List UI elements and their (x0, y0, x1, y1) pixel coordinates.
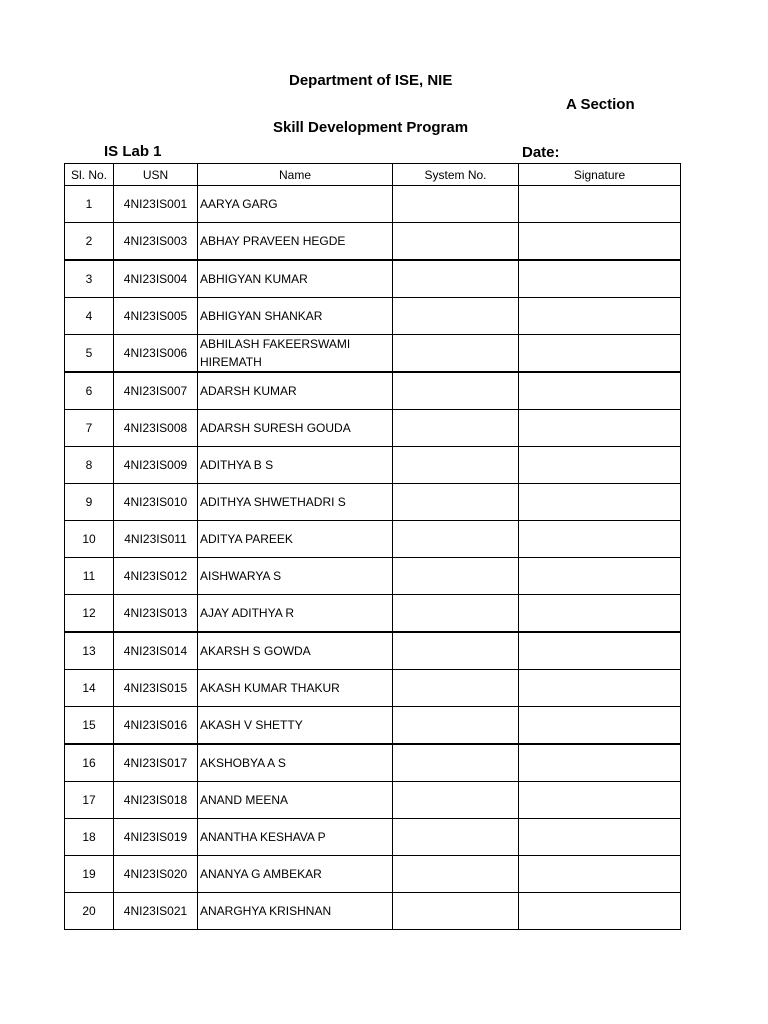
system-no-cell (393, 595, 519, 633)
sl-no-cell: 4 (65, 298, 114, 335)
signature-cell (519, 558, 681, 595)
system-no-cell (393, 372, 519, 410)
name-cell: ABHAY PRAVEEN HEGDE (198, 223, 393, 261)
sl-no-cell: 19 (65, 856, 114, 893)
name-cell: ADITHYA B S (198, 447, 393, 484)
table-row (65, 782, 681, 819)
name-cell: ANANYA G AMBEKAR (198, 856, 393, 893)
program-title: Skill Development Program (273, 119, 469, 136)
signature-cell (519, 595, 681, 633)
department-title: Department of ISE, NIE (289, 72, 453, 89)
signature-cell (519, 744, 681, 782)
name-cell: AISHWARYA S (198, 558, 393, 595)
table-row (65, 186, 681, 223)
usn-cell: 4NI23IS003 (114, 223, 198, 261)
sl-no-cell: 15 (65, 707, 114, 745)
date-label: Date: (522, 144, 560, 161)
system-no-cell (393, 856, 519, 893)
name-cell: AKASH KUMAR THAKUR (198, 670, 393, 707)
table-row (65, 632, 681, 670)
table-row (65, 856, 681, 893)
system-no-cell (393, 819, 519, 856)
table-row (65, 447, 681, 484)
usn-cell: 4NI23IS006 (114, 335, 198, 373)
column-header-name: Name (198, 164, 393, 186)
signature-cell (519, 707, 681, 745)
name-cell: AKASH V SHETTY (198, 707, 393, 745)
signature-cell (519, 372, 681, 410)
name-cell: ANARGHYA KRISHNAN (198, 893, 393, 930)
signature-cell (519, 670, 681, 707)
system-no-cell (393, 632, 519, 670)
name-cell: AARYA GARG (198, 186, 393, 223)
system-no-cell (393, 558, 519, 595)
signature-cell (519, 521, 681, 558)
usn-cell: 4NI23IS007 (114, 372, 198, 410)
table-row (65, 521, 681, 558)
system-no-cell (393, 410, 519, 447)
name-cell: AJAY ADITHYA R (198, 595, 393, 633)
name-cell: ANAND MEENA (198, 782, 393, 819)
name-cell: AKARSH S GOWDA (198, 632, 393, 670)
table-row (65, 335, 681, 373)
column-header-sl-no: Sl. No. (65, 164, 114, 186)
table-row (65, 484, 681, 521)
sl-no-cell: 5 (65, 335, 114, 373)
sl-no-cell: 6 (65, 372, 114, 410)
sl-no-cell: 17 (65, 782, 114, 819)
sl-no-cell: 10 (65, 521, 114, 558)
usn-cell: 4NI23IS018 (114, 782, 198, 819)
table-row (65, 744, 681, 782)
sl-no-cell: 12 (65, 595, 114, 633)
system-no-cell (393, 447, 519, 484)
name-cell: ADARSH KUMAR (198, 372, 393, 410)
signature-cell (519, 260, 681, 298)
section-label: A Section (566, 96, 635, 113)
usn-cell: 4NI23IS016 (114, 707, 198, 745)
sl-no-cell: 18 (65, 819, 114, 856)
usn-cell: 4NI23IS015 (114, 670, 198, 707)
name-cell: ADITYA PAREEK (198, 521, 393, 558)
table-row (65, 595, 681, 633)
usn-cell: 4NI23IS010 (114, 484, 198, 521)
column-header-usn: USN (114, 164, 198, 186)
system-no-cell (393, 223, 519, 261)
usn-cell: 4NI23IS017 (114, 744, 198, 782)
name-cell: ADARSH SURESH GOUDA (198, 410, 393, 447)
table-row (65, 558, 681, 595)
sl-no-cell: 1 (65, 186, 114, 223)
lab-label: IS Lab 1 (104, 143, 162, 160)
usn-cell: 4NI23IS005 (114, 298, 198, 335)
signature-cell (519, 298, 681, 335)
system-no-cell (393, 335, 519, 373)
sl-no-cell: 11 (65, 558, 114, 595)
usn-cell: 4NI23IS021 (114, 893, 198, 930)
name-cell: ADITHYA SHWETHADRI S (198, 484, 393, 521)
sl-no-cell: 8 (65, 447, 114, 484)
sl-no-cell: 9 (65, 484, 114, 521)
signature-cell (519, 856, 681, 893)
system-no-cell (393, 186, 519, 223)
system-no-cell (393, 670, 519, 707)
name-cell: ABHILASH FAKEERSWAMI HIREMATH (198, 335, 393, 373)
column-header-signature: Signature (519, 164, 681, 186)
signature-cell (519, 819, 681, 856)
column-header-system-no: System No. (393, 164, 519, 186)
system-no-cell (393, 707, 519, 745)
signature-cell (519, 632, 681, 670)
sl-no-cell: 14 (65, 670, 114, 707)
usn-cell: 4NI23IS009 (114, 447, 198, 484)
sl-no-cell: 20 (65, 893, 114, 930)
system-no-cell (393, 744, 519, 782)
usn-cell: 4NI23IS001 (114, 186, 198, 223)
table-header-row (65, 164, 681, 186)
table-row (65, 819, 681, 856)
usn-cell: 4NI23IS011 (114, 521, 198, 558)
table-row (65, 260, 681, 298)
name-cell: ANANTHA KESHAVA P (198, 819, 393, 856)
table-row (65, 707, 681, 745)
signature-cell (519, 893, 681, 930)
system-no-cell (393, 260, 519, 298)
usn-cell: 4NI23IS020 (114, 856, 198, 893)
name-cell: ABHIGYAN KUMAR (198, 260, 393, 298)
system-no-cell (393, 521, 519, 558)
table-row (65, 372, 681, 410)
sl-no-cell: 7 (65, 410, 114, 447)
table-row (65, 670, 681, 707)
system-no-cell (393, 893, 519, 930)
table-row (65, 893, 681, 930)
signature-cell (519, 335, 681, 373)
usn-cell: 4NI23IS004 (114, 260, 198, 298)
usn-cell: 4NI23IS019 (114, 819, 198, 856)
usn-cell: 4NI23IS014 (114, 632, 198, 670)
sl-no-cell: 2 (65, 223, 114, 261)
usn-cell: 4NI23IS013 (114, 595, 198, 633)
name-cell: AKSHOBYA A S (198, 744, 393, 782)
sl-no-cell: 13 (65, 632, 114, 670)
table-row (65, 410, 681, 447)
signature-cell (519, 223, 681, 261)
system-no-cell (393, 782, 519, 819)
name-cell: ABHIGYAN SHANKAR (198, 298, 393, 335)
signature-cell (519, 782, 681, 819)
system-no-cell (393, 298, 519, 335)
signature-cell (519, 484, 681, 521)
table-row (65, 223, 681, 261)
signature-cell (519, 186, 681, 223)
signature-cell (519, 410, 681, 447)
signature-cell (519, 447, 681, 484)
system-no-cell (393, 484, 519, 521)
sl-no-cell: 16 (65, 744, 114, 782)
sl-no-cell: 3 (65, 260, 114, 298)
attendance-table (64, 163, 681, 930)
usn-cell: 4NI23IS012 (114, 558, 198, 595)
table-row (65, 298, 681, 335)
usn-cell: 4NI23IS008 (114, 410, 198, 447)
